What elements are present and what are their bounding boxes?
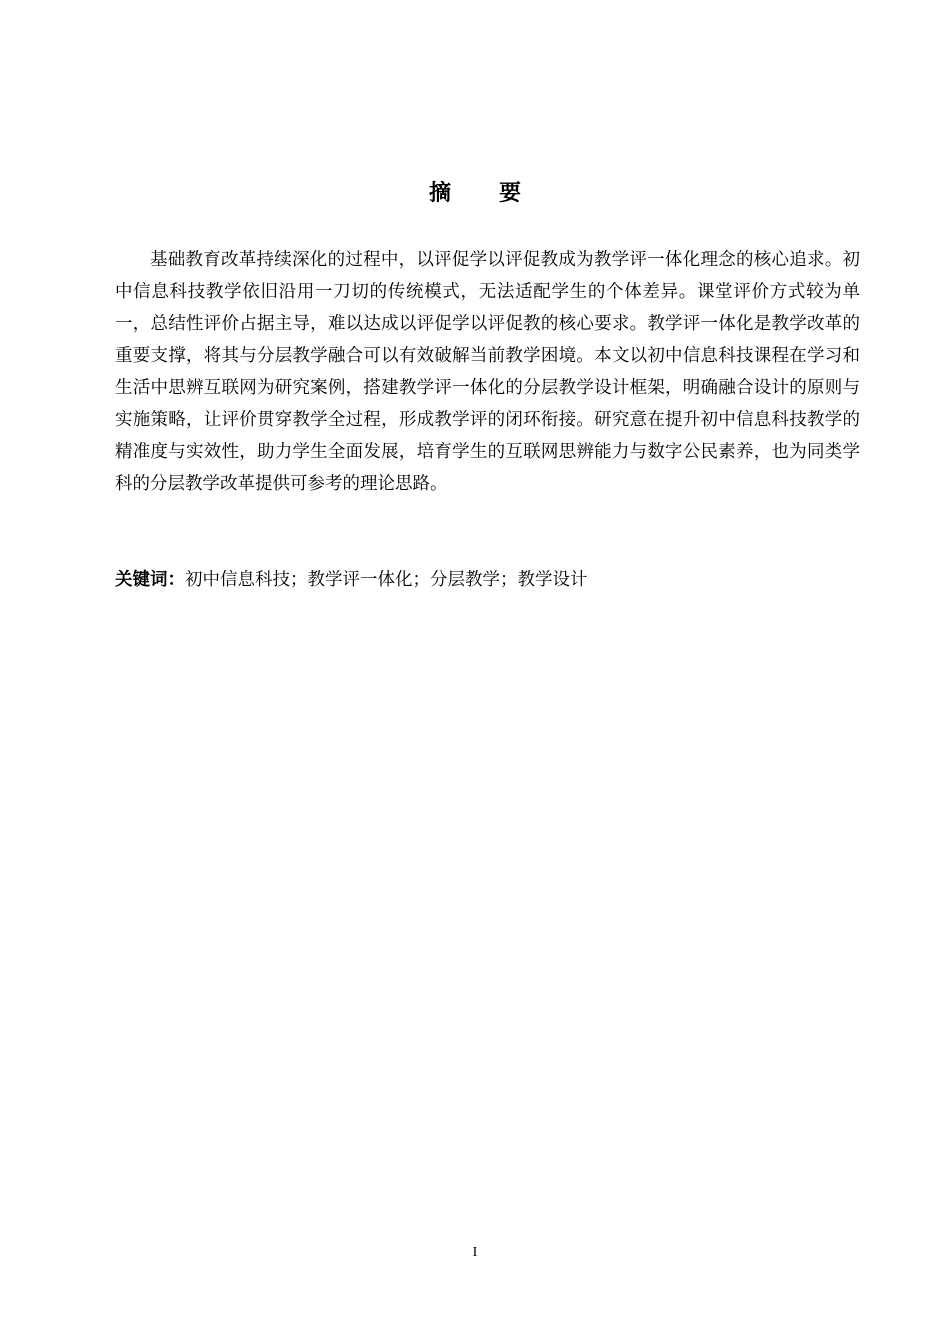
abstract-body: 基础教育改革持续深化的过程中，以评促学以评促教成为教学评一体化理念的核心追求。初中信息科技教学依旧沿用一刀切的传统模式，无法适配学生的个体差异。课堂评价方式较为单一，总结性评价占据主导，难以达成以评促学以评促教的核心要求。教学评一体化是教学改革的重要支撑，将其与分层教学融合可以有效破解当前教学困境。本文以初中信息科技课程在学习和生活中思辨互联网为研究案例，搭建教学评一体化的分层教学设计框架，明确融合设计的原则与实施策略，让评价贯穿教学全过程，形成教学评的闭环衔接。研究意在提升初中信息科技教学的精准度与实效性，助力学生全面发展，培育学生的互联网思辨能力与数字公民素养，也为同类学科的分层教学改革提供可参考的理论思路。	[115, 250, 860, 494]
keywords-text: 初中信息科技；教学评一体化；分层教学；教学设计	[185, 570, 588, 590]
page-number: I	[472, 1245, 478, 1260]
keywords-label: 关键词：	[115, 570, 185, 590]
keywords-line	[115, 564, 860, 596]
page-title: 摘要	[428, 181, 569, 206]
